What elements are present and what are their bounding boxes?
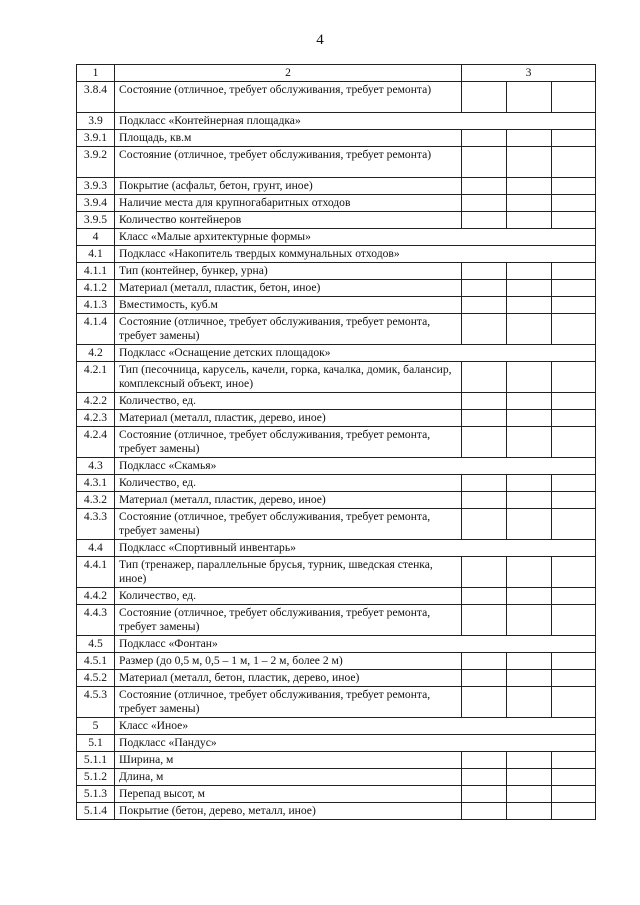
row-number: 4.5.2 — [77, 670, 115, 687]
row-number: 4.3.3 — [77, 509, 115, 540]
value-cell[interactable] — [462, 263, 507, 280]
table-row — [77, 653, 596, 670]
section-row — [77, 229, 596, 246]
row-description: Количество контейнеров — [115, 212, 462, 229]
value-cell[interactable] — [507, 195, 552, 212]
value-cell[interactable] — [552, 297, 596, 314]
row-number: 5.1 — [77, 735, 115, 752]
value-cell[interactable] — [507, 653, 552, 670]
value-cell[interactable] — [507, 130, 552, 147]
table-row — [77, 605, 596, 636]
table-row — [77, 769, 596, 786]
page-number: 4 — [316, 32, 324, 48]
table-row — [77, 297, 596, 314]
row-number: 4.1.1 — [77, 263, 115, 280]
value-cell[interactable] — [507, 147, 552, 178]
table-body — [77, 65, 596, 820]
row-description: Покрытие (асфальт, бетон, грунт, иное) — [115, 178, 462, 195]
value-cell[interactable] — [462, 670, 507, 687]
row-number: 4.2.1 — [77, 362, 115, 393]
value-cell[interactable] — [462, 492, 507, 509]
value-cell[interactable] — [507, 605, 552, 636]
row-number: 5.1.4 — [77, 803, 115, 820]
value-cell[interactable] — [462, 687, 507, 718]
row-description: Материал (металл, пластик, дерево, иное) — [115, 410, 462, 427]
value-cell[interactable] — [507, 297, 552, 314]
value-cell[interactable] — [507, 475, 552, 492]
row-description: Площадь, кв.м — [115, 130, 462, 147]
row-number: 4.5.3 — [77, 687, 115, 718]
value-cell[interactable] — [507, 427, 552, 458]
section-title: Класс «Иное» — [115, 718, 596, 735]
table-row — [77, 82, 596, 113]
value-cell[interactable] — [552, 803, 596, 820]
value-cell[interactable] — [462, 588, 507, 605]
value-cell[interactable] — [552, 687, 596, 718]
table-row — [77, 557, 596, 588]
row-number: 4.4.3 — [77, 605, 115, 636]
row-description: Количество, ед. — [115, 588, 462, 605]
row-description: Материал (металл, пластик, дерево, иное) — [115, 492, 462, 509]
value-cell[interactable] — [552, 263, 596, 280]
value-cell[interactable] — [507, 557, 552, 588]
value-cell[interactable] — [507, 670, 552, 687]
row-number: 5.1.3 — [77, 786, 115, 803]
row-description: Вместимость, куб.м — [115, 297, 462, 314]
section-row — [77, 246, 596, 263]
value-cell[interactable] — [507, 786, 552, 803]
header-col-2: 2 — [115, 65, 462, 82]
table-row — [77, 410, 596, 427]
value-cell[interactable] — [552, 786, 596, 803]
value-cell[interactable] — [462, 314, 507, 345]
value-cell[interactable] — [462, 280, 507, 297]
value-cell[interactable] — [462, 147, 507, 178]
section-title: Подкласс «Накопитель твердых коммунальных отходов» — [115, 246, 596, 263]
value-cell[interactable] — [462, 557, 507, 588]
section-title: Подкласс «Контейнерная площадка» — [115, 113, 596, 130]
row-number: 4.4.2 — [77, 588, 115, 605]
section-row — [77, 458, 596, 475]
value-cell[interactable] — [552, 653, 596, 670]
table-row — [77, 670, 596, 687]
row-number: 3.9.4 — [77, 195, 115, 212]
table-row — [77, 280, 596, 297]
value-cell[interactable] — [552, 130, 596, 147]
value-cell[interactable] — [462, 475, 507, 492]
value-cell[interactable] — [552, 492, 596, 509]
value-cell[interactable] — [507, 82, 552, 113]
row-number: 3.9.2 — [77, 147, 115, 178]
table-row — [77, 212, 596, 229]
value-cell[interactable] — [507, 687, 552, 718]
row-number: 3.9.1 — [77, 130, 115, 147]
row-number: 3.9.3 — [77, 178, 115, 195]
table-row — [77, 263, 596, 280]
section-title: Подкласс «Скамья» — [115, 458, 596, 475]
row-number: 4.1.2 — [77, 280, 115, 297]
row-number: 4.2.2 — [77, 393, 115, 410]
row-number: 3.9 — [77, 113, 115, 130]
value-cell[interactable] — [507, 492, 552, 509]
table-row — [77, 786, 596, 803]
row-number: 4.3.1 — [77, 475, 115, 492]
value-cell[interactable] — [462, 509, 507, 540]
row-description: Количество, ед. — [115, 475, 462, 492]
table-row — [77, 195, 596, 212]
row-number: 4.2 — [77, 345, 115, 362]
value-cell[interactable] — [462, 82, 507, 113]
section-title: Подкласс «Пандус» — [115, 735, 596, 752]
row-description: Тип (песочница, карусель, качели, горка, качалка, домик, балансир, комплексный объект, иное) — [115, 362, 462, 393]
value-cell[interactable] — [507, 263, 552, 280]
value-cell[interactable] — [462, 653, 507, 670]
value-cell[interactable] — [552, 393, 596, 410]
row-number: 3.8.4 — [77, 82, 115, 113]
value-cell[interactable] — [462, 803, 507, 820]
row-number: 4.5.1 — [77, 653, 115, 670]
table-row — [77, 178, 596, 195]
table-header-row — [77, 65, 596, 82]
row-number: 4.3 — [77, 458, 115, 475]
value-cell[interactable] — [552, 147, 596, 178]
table-row — [77, 492, 596, 509]
table-row — [77, 427, 596, 458]
value-cell[interactable] — [552, 178, 596, 195]
value-cell[interactable] — [507, 212, 552, 229]
row-number: 4.1.4 — [77, 314, 115, 345]
row-description: Состояние (отличное, требует обслуживания, требует ремонта, требует замены) — [115, 509, 462, 540]
value-cell[interactable] — [507, 393, 552, 410]
value-cell[interactable] — [552, 410, 596, 427]
header-col-1: 1 — [77, 65, 115, 82]
row-number: 4.4 — [77, 540, 115, 557]
row-number: 3.9.5 — [77, 212, 115, 229]
row-description: Ширина, м — [115, 752, 462, 769]
value-cell[interactable] — [507, 178, 552, 195]
value-cell[interactable] — [507, 588, 552, 605]
value-cell[interactable] — [462, 786, 507, 803]
table-row — [77, 509, 596, 540]
value-cell[interactable] — [462, 178, 507, 195]
value-cell[interactable] — [462, 297, 507, 314]
value-cell[interactable] — [552, 314, 596, 345]
value-cell[interactable] — [507, 509, 552, 540]
row-number: 5.1.1 — [77, 752, 115, 769]
row-number: 4.4.1 — [77, 557, 115, 588]
table-row — [77, 588, 596, 605]
value-cell[interactable] — [462, 752, 507, 769]
row-number: 4.3.2 — [77, 492, 115, 509]
section-row — [77, 636, 596, 653]
row-description: Длина, м — [115, 769, 462, 786]
table-row — [77, 314, 596, 345]
row-number: 4 — [77, 229, 115, 246]
row-description: Покрытие (бетон, дерево, металл, иное) — [115, 803, 462, 820]
value-cell[interactable] — [552, 195, 596, 212]
section-title: Подкласс «Фонтан» — [115, 636, 596, 653]
value-cell[interactable] — [552, 362, 596, 393]
value-cell[interactable] — [462, 130, 507, 147]
value-cell[interactable] — [462, 769, 507, 786]
section-title: Подкласс «Оснащение детских площадок» — [115, 345, 596, 362]
row-number: 4.5 — [77, 636, 115, 653]
row-description: Количество, ед. — [115, 393, 462, 410]
value-cell[interactable] — [507, 752, 552, 769]
table-row — [77, 803, 596, 820]
value-cell[interactable] — [462, 427, 507, 458]
value-cell[interactable] — [552, 605, 596, 636]
table-row — [77, 147, 596, 178]
section-row — [77, 540, 596, 557]
section-title: Подкласс «Спортивный инвентарь» — [115, 540, 596, 557]
value-cell[interactable] — [462, 605, 507, 636]
table-row — [77, 362, 596, 393]
value-cell[interactable] — [507, 280, 552, 297]
value-cell[interactable] — [552, 212, 596, 229]
value-cell[interactable] — [462, 212, 507, 229]
row-description: Состояние (отличное, требует обслуживания, требует ремонта) — [115, 147, 462, 178]
row-number: 4.1 — [77, 246, 115, 263]
value-cell[interactable] — [462, 410, 507, 427]
value-cell[interactable] — [552, 557, 596, 588]
value-cell[interactable] — [462, 362, 507, 393]
value-cell[interactable] — [552, 82, 596, 113]
row-number: 5 — [77, 718, 115, 735]
value-cell[interactable] — [552, 769, 596, 786]
row-description: Размер (до 0,5 м, 0,5 – 1 м, 1 – 2 м, более 2 м) — [115, 653, 462, 670]
section-title: Класс «Малые архитектурные формы» — [115, 229, 596, 246]
row-description: Состояние (отличное, требует обслуживания, требует ремонта, требует замены) — [115, 687, 462, 718]
row-description: Материал (металл, бетон, пластик, дерево, иное) — [115, 670, 462, 687]
row-description: Тип (тренажер, параллельные брусья, турник, шведская стенка, иное) — [115, 557, 462, 588]
value-cell[interactable] — [552, 427, 596, 458]
row-description: Материал (металл, пластик, бетон, иное) — [115, 280, 462, 297]
table-row — [77, 393, 596, 410]
section-row — [77, 718, 596, 735]
value-cell[interactable] — [507, 803, 552, 820]
row-description: Состояние (отличное, требует обслуживания, требует ремонта, требует замены) — [115, 605, 462, 636]
table-row — [77, 475, 596, 492]
row-number: 5.1.2 — [77, 769, 115, 786]
value-cell[interactable] — [462, 393, 507, 410]
row-number: 4.2.4 — [77, 427, 115, 458]
row-description: Тип (контейнер, бункер, урна) — [115, 263, 462, 280]
row-number: 4.1.3 — [77, 297, 115, 314]
row-description: Перепад высот, м — [115, 786, 462, 803]
section-row — [77, 345, 596, 362]
row-description: Наличие места для крупногабаритных отходов — [115, 195, 462, 212]
row-description: Состояние (отличное, требует обслуживания, требует ремонта) — [115, 82, 462, 113]
value-cell[interactable] — [552, 588, 596, 605]
table-row — [77, 752, 596, 769]
section-row — [77, 735, 596, 752]
value-cell[interactable] — [552, 752, 596, 769]
section-row — [77, 113, 596, 130]
value-cell[interactable] — [507, 314, 552, 345]
table-row — [77, 687, 596, 718]
value-cell[interactable] — [552, 475, 596, 492]
value-cell[interactable] — [507, 362, 552, 393]
value-cell[interactable] — [552, 670, 596, 687]
row-description: Состояние (отличное, требует обслуживания, требует ремонта, требует замены) — [115, 314, 462, 345]
row-description: Состояние (отличное, требует обслуживания, требует ремонта, требует замены) — [115, 427, 462, 458]
row-number: 4.2.3 — [77, 410, 115, 427]
value-cell[interactable] — [507, 769, 552, 786]
value-cell[interactable] — [462, 195, 507, 212]
value-cell[interactable] — [507, 410, 552, 427]
value-cell[interactable] — [552, 509, 596, 540]
table-row — [77, 130, 596, 147]
attributes-table — [76, 64, 596, 820]
value-cell[interactable] — [552, 280, 596, 297]
header-col-3: 3 — [462, 65, 596, 82]
